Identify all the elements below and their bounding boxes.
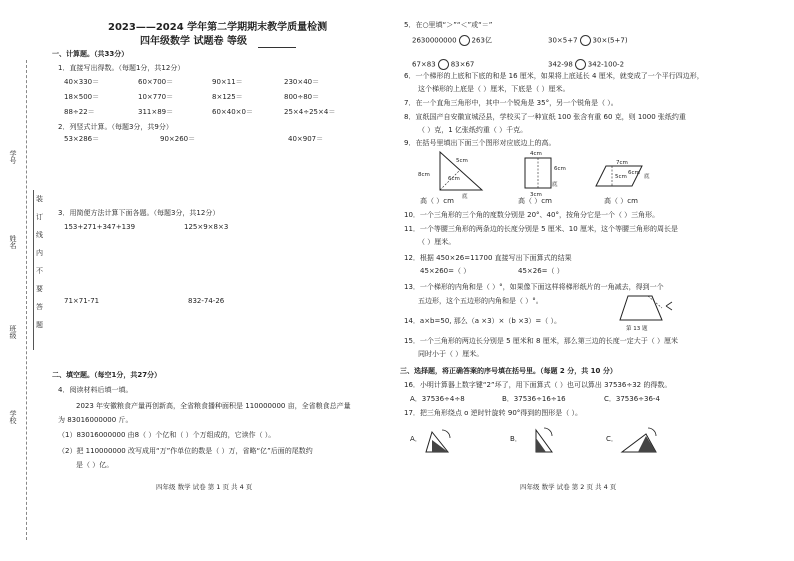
- q5-r1-d: 30×(5+7): [592, 36, 628, 45]
- q1-r2c4: 800÷80＝: [284, 93, 320, 101]
- binding-char-3: 线: [36, 231, 43, 239]
- q16-option-c: C．37536÷36-4: [604, 395, 660, 403]
- q1-r3c2: 311×89＝: [138, 108, 174, 116]
- q11-text: 11．一个等腰三角形的两条边的长度分别是 5 厘米、10 厘米，这个等腰三角形的周长是: [404, 225, 678, 233]
- q16-option-a: A．37536÷4÷8: [410, 395, 465, 403]
- q3-item-1: 153+271+347+139: [64, 223, 136, 231]
- q9-fig1-label-3: 5cm: [456, 158, 468, 164]
- sidebar-label-student-id: 学号: [9, 150, 17, 164]
- q9-fig3-label-2: 5cm: [615, 174, 627, 180]
- q3-label: 3．用简便方法计算下面各题。（每题3分，共12分）: [58, 209, 220, 217]
- q9-fig3-base: 底: [644, 174, 650, 180]
- binding-char-4: 内: [36, 249, 43, 257]
- q2-item-3: 40×907＝: [288, 135, 324, 143]
- q9-fig1-label-2: 6cm: [448, 176, 460, 182]
- q9-fig2-label-3: 3cm: [530, 192, 542, 198]
- q17-text: 17．把三角形绕点 o 逆时针旋转 90°得到的图形是（ ）。: [404, 409, 582, 417]
- q16-text: 16．小明计算器上数字键“2”坏了，用下面算式（ ）也可以算出 37536÷32 的得数。: [404, 381, 672, 389]
- q2-label: 2．列竖式计算。（每题3分，共9分）: [58, 123, 173, 131]
- q2-item-2: 90×260＝: [160, 135, 196, 143]
- q4-sub-1: （1）83016000000 由8（ ）个亿和（ ）个万组成的，它读作（ ）。: [58, 431, 276, 439]
- binding-char-2: 订: [36, 213, 43, 221]
- q9-fig2-base: 底: [552, 182, 558, 188]
- q3-item-2: 125×9×8×3: [184, 223, 229, 231]
- binding-char-6: 要: [36, 285, 43, 293]
- q9-figures: [410, 150, 660, 202]
- q9-fig2-label-1: 4cm: [530, 151, 542, 157]
- q12-item-2: 45×26=（ ）: [518, 267, 564, 275]
- q1-label: 1．直接写出得数。（每题1分，共12分）: [58, 64, 185, 72]
- section1-heading: 一、计算题。（共33分）: [52, 50, 129, 58]
- q12-item-1: 45×260=（ ）: [420, 267, 471, 275]
- q5-r2-left: [412, 59, 474, 70]
- q9-fig2-label-2: 6cm: [554, 166, 566, 172]
- q5-compare-circle-2[interactable]: [580, 35, 591, 46]
- q4-paragraph-2: 为 83016000000 斤。: [58, 416, 133, 424]
- q5-label: 5．在○里填“＞”“＜”或“＝”: [404, 21, 493, 29]
- q6-text-2: 这个梯形的上底是（ ）厘米，下底是（ ）厘米。: [418, 85, 570, 93]
- q13-text-2: 五边形，这个五边形的内角和是（ ）°。: [418, 297, 543, 305]
- q9-answer-3: 高（ ）cm: [604, 197, 638, 205]
- q4-paragraph-1: 2023 年安徽粮食产量再创新高，全省粮食播种面积是 110000000 亩，全省粮食总产量: [76, 402, 351, 410]
- q5-r1-right: [548, 35, 628, 46]
- q3-item-4: 832-74-26: [188, 297, 225, 305]
- q10-text: 10．一个三角形的三个角的度数分别是 20°、40°，按角分它是一个（ ）三角形。: [404, 211, 660, 219]
- q12-text: 12．根据 450×26=11700 直接写出下面算式的结果: [404, 254, 572, 262]
- footer-right: 四年级 数学 试卷 第 2 页 共 4 页: [520, 483, 617, 491]
- q17-option-c-figure: [618, 424, 662, 456]
- q3-item-3: 71×71-71: [64, 297, 100, 305]
- q14-text: 14．a×b=50, 那么（a ×3）×（b ×3）=（ ）。: [404, 317, 562, 325]
- q4-sub-3: 是（ ）亿。: [76, 461, 114, 469]
- q9-text: 9．在括号里填出下面三个图形对应底边上的高。: [404, 139, 556, 147]
- q5-compare-circle-4[interactable]: [575, 59, 586, 70]
- sidebar-label-name: 姓名: [9, 235, 17, 249]
- binding-char-8: 题: [36, 321, 43, 329]
- q17-option-a-figure: [422, 424, 462, 456]
- q8-text-2: （ ）克，1 亿张纸约重（ ）千克。: [418, 126, 528, 134]
- footer-left: 四年级 数学 试卷 第 1 页 共 4 页: [156, 483, 253, 491]
- binding-line-dashed: [26, 60, 27, 540]
- q1-r2c2: 10×770＝: [138, 93, 174, 101]
- q17-option-b: B．: [510, 435, 522, 443]
- q5-r1-left: [412, 35, 492, 46]
- q5-r2-a: 67×83: [412, 60, 436, 69]
- q1-r1c3: 90×11＝: [212, 78, 243, 86]
- q17-option-b-figure: [522, 424, 562, 456]
- q1-r1c2: 60×700＝: [138, 78, 174, 86]
- q15-text: 15．一个三角形的两边长分别是 5 厘米和 8 厘米，那么第三边的长度一定大于（ ）厘米: [404, 337, 678, 345]
- q13-text: 13．一个梯形的内角和是（ ）°，如果像下面这样将梯形纸片的一角减去，得到一个: [404, 283, 664, 291]
- sidebar-label-school: 学校: [9, 410, 17, 424]
- q1-r2c1: 18×500＝: [64, 93, 100, 101]
- q1-r1c1: 40×330＝: [64, 78, 100, 86]
- q4-label: 4．阅读材料后填一填。: [58, 386, 133, 394]
- q5-r2-c: 342-98: [548, 60, 573, 69]
- q5-r1-b: 263亿: [471, 36, 492, 45]
- q13-trapezoid-figure: [618, 294, 678, 334]
- binding-line-solid: [33, 190, 34, 350]
- q17-option-a: A．: [410, 435, 422, 443]
- q9-fig1-base: 底: [462, 194, 468, 200]
- page-title: 2023——2024 学年第二学期期末教学质量检测: [108, 22, 328, 33]
- q5-r1-c: 30×5+7: [548, 36, 578, 45]
- binding-char-5: 不: [36, 267, 43, 275]
- q5-r1-a: 2630000000: [412, 36, 457, 45]
- q16-option-b: B．37536÷16÷16: [502, 395, 566, 403]
- binding-char-1: 装: [36, 195, 43, 203]
- sidebar-label-class: 班级: [9, 325, 17, 339]
- q13-figure-caption: 第 13 题: [626, 326, 648, 332]
- q5-r2-b: 83×67: [450, 60, 475, 69]
- q5-compare-circle-1[interactable]: [459, 35, 470, 46]
- q1-r1c4: 230×40＝: [284, 78, 320, 86]
- q9-fig3-label-1: 7cm: [616, 160, 628, 166]
- q5-r2-d: 342-100-2: [587, 60, 625, 69]
- q8-text: 8．宣纸国产自安徽宣城泾县，学校买了一种宣纸 100 张含有重 60 克，则 1000 张纸约重: [404, 113, 686, 121]
- q1-r3c1: 88÷22＝: [64, 108, 95, 116]
- q9-fig1-label-1: 8cm: [418, 172, 430, 178]
- binding-char-7: 答: [36, 303, 43, 311]
- section3-heading: 三、选择题，将正确答案的序号填在括号里。（每题 2 分，共 10 分）: [400, 367, 617, 375]
- q15-text-2: 同时小于（ ）厘米。: [418, 350, 484, 358]
- q9-answer-2: 高（ ）cm: [518, 197, 552, 205]
- grade-blank-line: [258, 47, 296, 48]
- q1-r3c3: 60×40×0＝: [212, 108, 253, 116]
- q11-text-2: （ ）厘米。: [418, 238, 456, 246]
- q17-option-c: C．: [606, 435, 618, 443]
- section2-heading: 二、填空题。（每空1分，共27分）: [52, 371, 162, 379]
- q4-sub-2: （2）把 110000000 改写成用“万”作单位的数是（ ）万，省略“亿”后面的尾数约: [58, 447, 313, 455]
- q9-answer-1: 高（ ）cm: [420, 197, 454, 205]
- q9-fig3-label-3: 6cm: [628, 170, 640, 176]
- page-subtitle: 四年级数学 试题卷 等级: [140, 36, 247, 47]
- q5-r2-right: [548, 59, 624, 70]
- q7-text: 7．在一个直角三角形中，其中一个锐角是 35°，另一个锐角是（ ）。: [404, 99, 618, 107]
- q1-r2c3: 8×125＝: [212, 93, 243, 101]
- q6-text: 6．一个梯形的上底和下底的和是 16 厘米，如果将上底延长 4 厘米，就变成了一个平行四边形，: [404, 72, 704, 80]
- q2-item-1: 53×286＝: [64, 135, 100, 143]
- q5-compare-circle-3[interactable]: [438, 59, 449, 70]
- q1-r3c4: 25×4÷25×4＝: [284, 108, 336, 116]
